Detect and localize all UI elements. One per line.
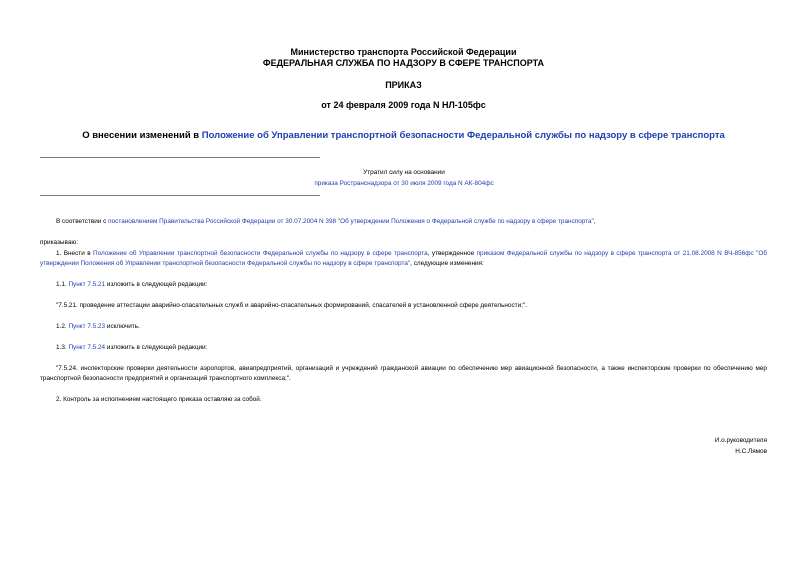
quote-7-5-24: "7.5.24. инспекторские проверки деятельности аэропортов, авиапредприятий, организаций и учреждений гражданской авиации по обеспечению мер авиационной безопасности, а также инспекторские проверки по обеспечению мер транспортной безопасности предприятий и организаций транспортного комплекса;". <box>40 365 767 382</box>
doc-title <box>0 130 807 142</box>
preamble-link[interactable]: постановлением Правительства Российской Федерации от 30.07.2004 N 398 "Об утверждении Положения о Федеральной службе по надзору в сфере транспорта" <box>108 218 594 225</box>
item-1 <box>40 249 767 268</box>
item-1-2-suffix: исключить. <box>105 323 140 330</box>
status-note-line1: Утратил силу на основании <box>363 169 445 176</box>
doc-title-link[interactable]: Положение об Управлении транспортной безопасности Федеральной службы по надзору в сфере транспорта <box>201 130 725 141</box>
ministry-name: Министерство транспорта Российской Федерации <box>290 47 517 57</box>
item-1-2 <box>40 322 767 332</box>
item-1-link-regulation[interactable]: Положение об Управлении транспортной безопасности Федеральной службы по надзору в сфере транспорта <box>93 250 428 257</box>
item-1-text-c: , следующие изменения: <box>410 259 484 267</box>
item-1-3-prefix: 1.3. <box>56 344 69 351</box>
signature-name: Н.С.Лямов <box>735 448 767 455</box>
preamble-suffix: , <box>593 218 596 225</box>
order-word: приказываю: <box>40 239 78 246</box>
separator-line-bottom <box>40 195 320 196</box>
item-1-2-link[interactable]: Пункт 7.5.23 <box>68 323 106 330</box>
item-1-1 <box>40 280 767 290</box>
item-1-1-suffix: изложить в следующей редакции: <box>105 281 208 288</box>
item-2: 2. Контроль за исполнением настоящего приказа оставляю за собой. <box>56 396 262 403</box>
item-1-link-order[interactable]: приказом Федеральной службы по надзору в сфере транспорта от 21.08.2008 N ВЧ-856фс "Об утверждении Положения об Управлении транспортной безопасности Федеральной службы по надзору в сфере транспорта" <box>40 250 768 267</box>
preamble <box>40 217 767 227</box>
quote-7-5-21: "7.5.21. проведение аттестации аварийно-спасательных служб и аварийно-спасательных формирований, спасателей в установленной сфере деятельности;". <box>56 302 527 309</box>
item-1-1-prefix: 1.1. <box>56 281 69 288</box>
item-1-3-suffix: изложить в следующей редакции: <box>105 344 208 351</box>
item-1-2-prefix: 1.2. <box>56 323 69 330</box>
signature-position: И.о.руководителя <box>714 437 767 444</box>
service-name: ФЕДЕРАЛЬНАЯ СЛУЖБА ПО НАДЗОРУ В СФЕРЕ ТРАНСПОРТА <box>262 58 545 68</box>
doc-date-number: от 24 февраля 2009 года N НЛ-105фс <box>321 100 486 110</box>
preamble-prefix: В соответствии с <box>56 218 109 225</box>
item-1-text-a: 1. Внести в <box>56 250 94 257</box>
status-note-link[interactable]: приказа Ространснадзора от 30 июля 2009 года N АК-804фс <box>314 180 494 187</box>
doc-type: ПРИКАЗ <box>385 80 422 90</box>
item-1-3 <box>40 343 767 353</box>
doc-title-prefix: О внесении изменений в <box>82 130 202 141</box>
item-1-text-b: , утвержденное <box>427 250 477 257</box>
separator-line-top <box>40 157 320 158</box>
item-1-3-link[interactable]: Пункт 7.5.24 <box>68 344 106 351</box>
item-1-1-link[interactable]: Пункт 7.5.21 <box>68 281 106 288</box>
